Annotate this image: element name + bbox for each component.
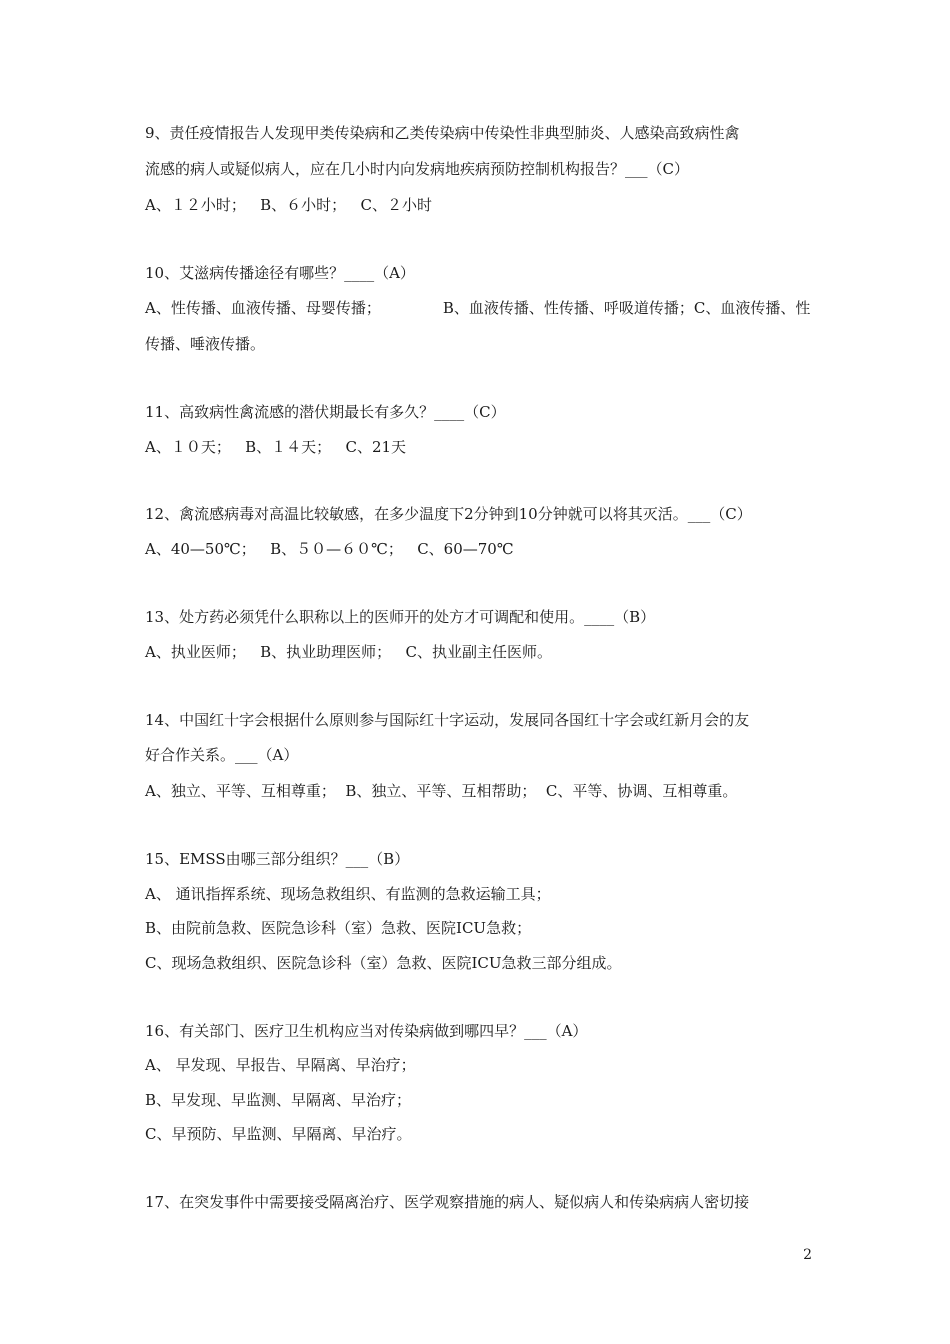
question-14-text-line-1: 14、中国红十字会根据什么原则参与国际红十字运动，发展同各国红十字会或红新月会的友 bbox=[145, 711, 750, 729]
question-14-options: A、独立、平等、互相尊重； B、独立、平等、互相帮助； C、平等、协调、互相尊重。 bbox=[145, 782, 738, 800]
question-11-text: 11、高致病性禽流感的潜伏期最长有多久？____（C） bbox=[145, 403, 506, 421]
question-16-option-c: C、早预防、早监测、早隔离、早治疗。 bbox=[145, 1125, 412, 1143]
question-17-text-line-1: 17、在突发事件中需要接受隔离治疗、医学观察措施的病人、疑似病人和传染病病人密切接 bbox=[145, 1193, 750, 1211]
question-14-text-line-2: 好合作关系。___（A） bbox=[145, 746, 299, 764]
question-10-options-line-1: A、性传播、血液传播、母婴传播； B、血液传播、性传播、呼吸道传播；C、血液传播、性 bbox=[145, 299, 811, 317]
question-12-options: A、40—50℃； B、５０—６０℃； C、60—70℃ bbox=[145, 540, 514, 558]
question-9-text-line-1: 9、责任疫情报告人发现甲类传染病和乙类传染病中传染性非典型肺炎、人感染高致病性禽 bbox=[145, 124, 740, 142]
page-number: 2 bbox=[803, 1247, 812, 1263]
question-13-options: A、执业医师； B、执业助理医师； C、执业副主任医师。 bbox=[145, 643, 552, 661]
question-10-text: 10、艾滋病传播途径有哪些？____（A） bbox=[145, 264, 415, 282]
question-11-options: A、１０天； B、１４天； C、21天 bbox=[145, 438, 407, 456]
question-16-text: 16、有关部门、医疗卫生机构应当对传染病做到哪四早？___（A） bbox=[145, 1022, 588, 1040]
question-10-options-line-2: 传播、唾液传播。 bbox=[145, 335, 266, 353]
question-16-option-b: B、早发现、早监测、早隔离、早治疗； bbox=[145, 1091, 412, 1109]
question-15-option-b: B、由院前急救、医院急诊科（室）急救、医院ICU急救； bbox=[145, 919, 532, 937]
question-16-option-a: A、 早发现、早报告、早隔离、早治疗； bbox=[145, 1056, 416, 1074]
question-15-option-a: A、 通讯指挥系统、现场急救组织、有监测的急救运输工具； bbox=[145, 885, 551, 903]
question-15-text: 15、EMSS由哪三部分组织？___（B） bbox=[145, 850, 410, 868]
question-12-text: 12、禽流感病毒对高温比较敏感，在多少温度下2分钟到10分钟就可以将其灭活。___（C） bbox=[145, 505, 752, 523]
question-15-option-c: C、现场急救组织、医院急诊科（室）急救、医院ICU急救三部分组成。 bbox=[145, 954, 622, 972]
question-9-text-line-2: 流感的病人或疑似病人，应在几小时内向发病地疾病预防控制机构报告？___（C） bbox=[145, 160, 689, 178]
question-9-options: A、１２小时； B、６小时； C、２小时 bbox=[145, 196, 432, 214]
question-13-text: 13、处方药必须凭什么职称以上的医师开的处方才可调配和使用。____（B） bbox=[145, 608, 656, 626]
